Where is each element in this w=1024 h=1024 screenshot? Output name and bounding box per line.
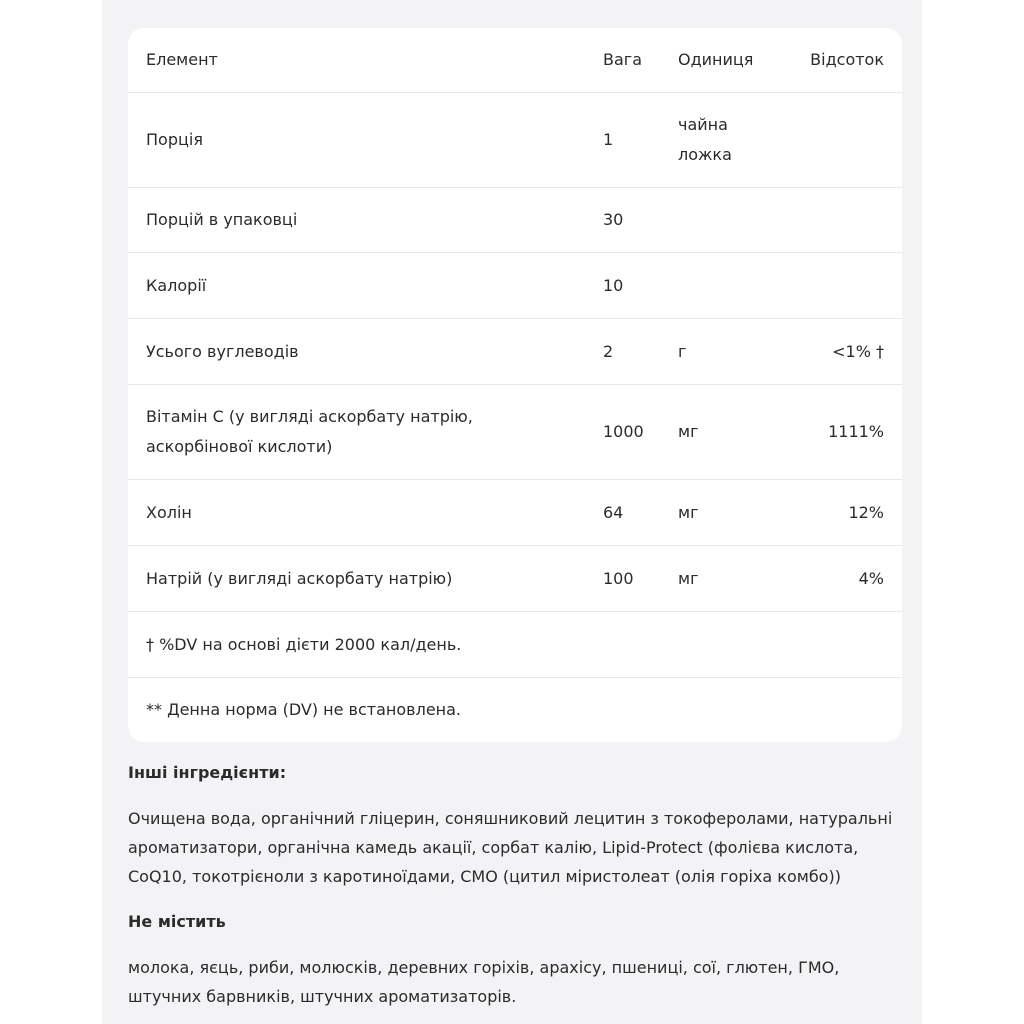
page-content [102,0,922,1024]
does-not-contain-text: молока, яєць, риби, молюсків, деревних горіхів, арахісу, пшениці, сої, глютен, ГМО, штучних барвників, штучних ароматизаторів. [128,958,840,1006]
row-percent: 12% [848,502,884,522]
row-unit: мг [678,502,699,522]
table-row [128,188,902,253]
row-name: Холін [146,502,192,522]
nutrition-table [128,28,902,742]
row-unit: мг [678,568,699,588]
header-element: Елемент [146,50,218,69]
other-ingredients-text: Очищена вода, органічний гліцерин, соняшниковий лецитин з токоферолами, натуральні ароматизатори, органічна камедь акації, сорбат калію, Lipid-Protect (фолієва кислота, CoQ10, токотрієноли з каротиноїдами, CMO (цитил міристолеат (олія горіха комбо)) [128,809,893,886]
row-name: Вітамін C (у вигляді аскорбату натрію, аскорбінової кислоти) [146,407,473,456]
header-unit: Одиниця [678,50,754,69]
table-row [128,253,902,319]
table-row [128,385,902,480]
table-header-row [128,28,902,93]
row-weight: 30 [603,210,624,229]
row-percent: 4% [858,568,884,588]
row-weight: 64 [603,502,624,522]
footnote-no-dv: ** Денна норма (DV) не встановлена. [146,700,462,719]
row-weight: 10 [603,275,624,295]
table-row [128,319,902,385]
header-percent: Відсоток [810,50,884,69]
row-weight: 1000 [603,422,644,441]
row-name: Порція [146,130,203,149]
row-unit: чайна ложка [678,115,732,164]
footnote-dv: † %DV на основі дієти 2000 кал/день. [146,634,462,654]
table-row [128,93,902,188]
footnote-row [128,612,902,678]
row-weight: 2 [603,341,614,361]
row-percent: 1111% [828,422,884,441]
row-unit: г [678,341,687,361]
row-weight: 100 [603,568,634,588]
row-name: Усього вуглеводів [146,341,299,361]
footnote-row [128,678,902,742]
header-weight: Вага [603,50,642,69]
table-row [128,546,902,612]
row-percent: <1% † [832,341,884,361]
row-name: Калорії [146,275,207,295]
table-row [128,480,902,546]
does-not-contain-title: Не містить [128,912,226,931]
row-unit: мг [678,422,699,441]
row-name: Натрій (у вигляді аскорбату натрію) [146,568,453,588]
row-name: Порцій в упаковці [146,210,298,229]
other-ingredients-title: Інші інгредієнти: [128,763,287,782]
row-weight: 1 [603,130,614,149]
